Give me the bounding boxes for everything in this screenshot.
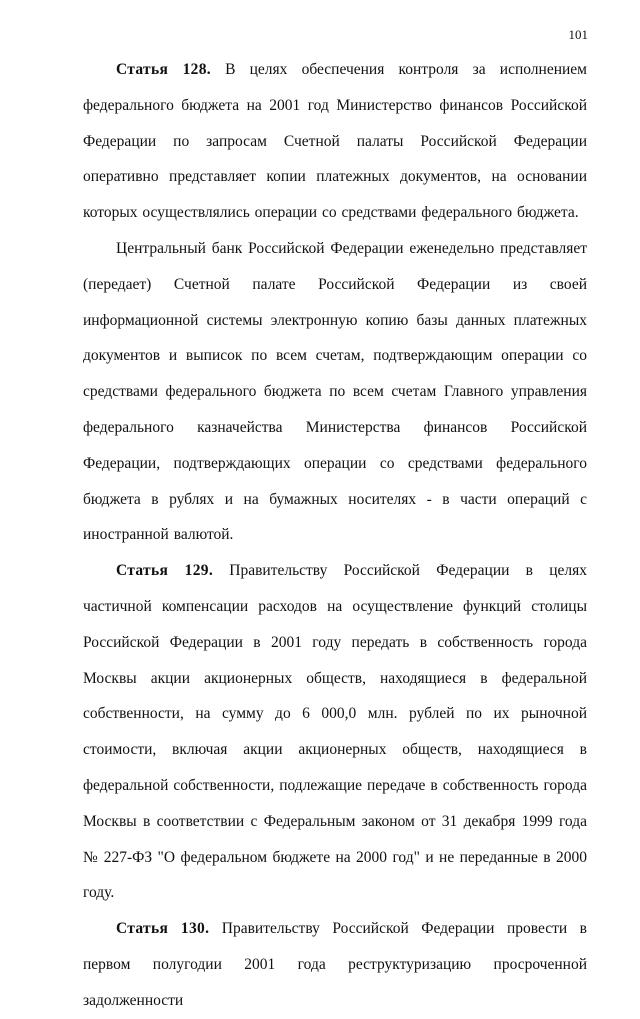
document-body xyxy=(83,52,587,1019)
central-bank-paragraph xyxy=(83,231,587,553)
article-label: Статья 129. xyxy=(116,562,214,580)
paragraph-text: Центральный банк Российской Федерации еженедельно представляет (передает) Счетной палате Российской Федерации из своей информационной системы электронную копию базы данных платежных документов и выписок по всем счетам, подтверждающим операции со средствами федерального бюджета по всем счетам Главного управления федерального казначейства Министерства финансов Российской Федерации, подтверждающих операции со средствами федерального бюджета в рублях и на бумажных носителях - в части операций с иностранной валютой. xyxy=(83,239,587,544)
article-129-paragraph xyxy=(83,553,587,911)
paragraph-text: Правительству Российской Федерации провести в первом полугодии 2001 года реструктуризацию просроченной задолженности xyxy=(83,920,587,1009)
paragraph-text: В целях обеспечения контроля за исполнением федерального бюджета на 2001 год Министерство финансов Российской Федерации по запросам Счетной палаты Российской Федерации оперативно представляет копии платежных документов, на основании которых осуществлялись операции со средствами федерального бюджета. xyxy=(83,61,587,222)
article-label: Статья 128. xyxy=(116,61,211,78)
paragraph-text: Правительству Российской Федерации в целях частичной компенсации расходов на осуществление функций столицы Российской Федерации в 2001 году передать в собственность города Москвы акции акционерных обществ, находящиеся в федеральной собственности, на сумму до 6 000,0 млн. рублей по их рыночной стоимости, включая акции акционерных обществ, находящиеся в федеральной собственности, подлежащие передаче в собственность города Москвы в соответствии с Федеральным законом от 31 декабря 1999 года № 227-ФЗ "О федеральном бюджете на 2000 год" и не переданные в 2000 году. xyxy=(83,562,587,902)
article-label: Статья 130. xyxy=(116,920,210,938)
page-number: 101 xyxy=(568,27,588,42)
article-130-paragraph xyxy=(83,911,587,1018)
article-128-paragraph xyxy=(83,52,587,231)
